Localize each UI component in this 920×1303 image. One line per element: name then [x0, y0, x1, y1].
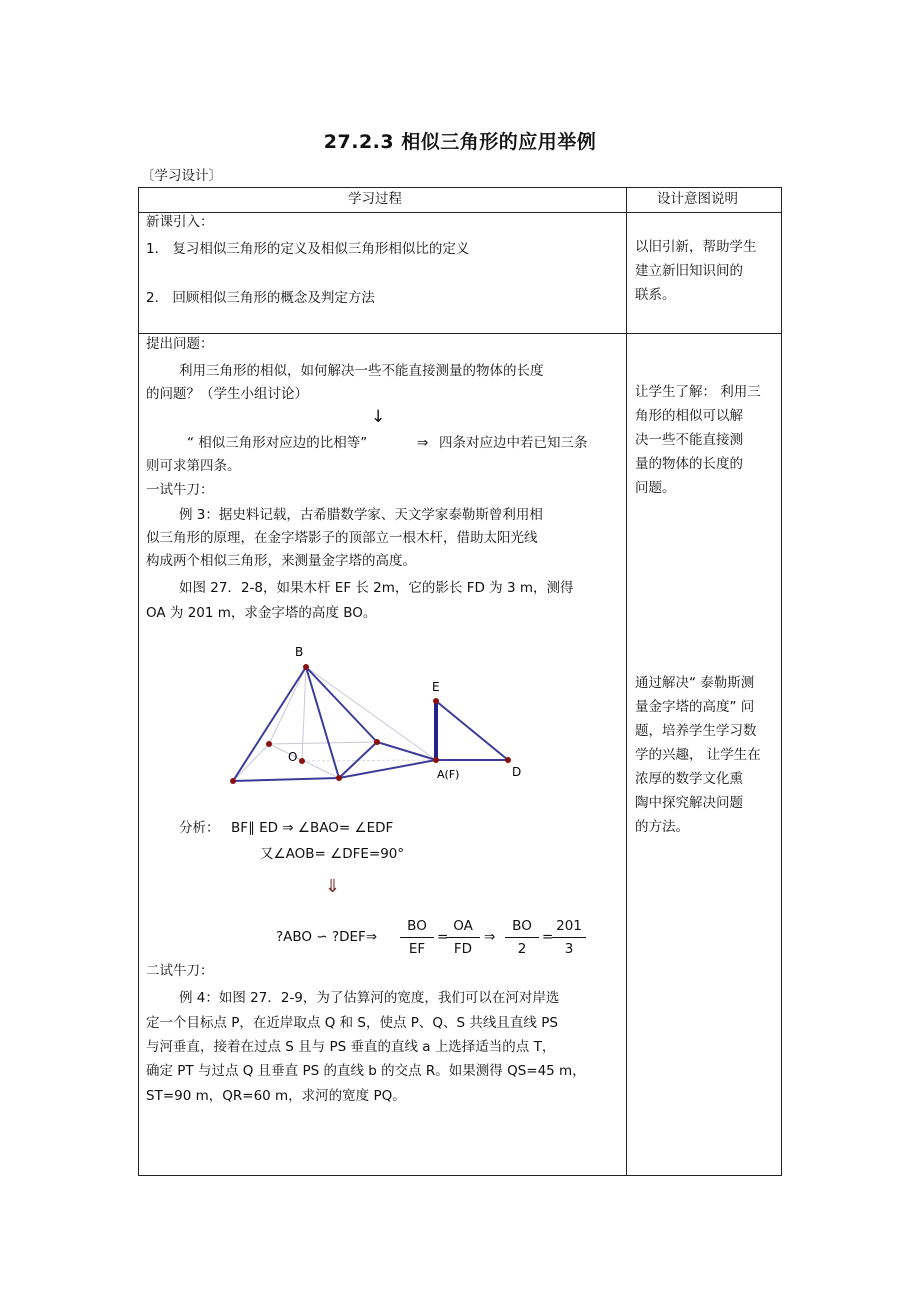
page-title: 27.2.3 相似三角形的应用举例	[323, 131, 597, 153]
hidden-edge-3	[269, 667, 306, 744]
label-af: A(F)	[437, 768, 460, 781]
point-c1	[266, 741, 272, 747]
similar-statement: ?ABO ∽ ?DEF⇒	[276, 929, 378, 945]
example3-note-3: 题，培养学生学习数	[635, 723, 757, 739]
example3-line-5: OA 为 201 m，求金字塔的高度 BO。	[146, 605, 377, 621]
column-divider	[626, 188, 627, 1175]
shadow-edge	[377, 742, 436, 760]
fraction-bo-2	[505, 918, 539, 957]
fraction-bo-ef	[400, 918, 434, 957]
example3-line-1: 例 3：据史料记载，古希腊数学家、天文学家泰勒斯曾利用相	[179, 507, 543, 523]
example4-heading: 二试牛刀：	[146, 963, 214, 979]
fraction-den: 2	[517, 941, 527, 957]
example4-line-2: 定一个目标点 P，在近岸取点 Q 和 S，使点 P、Q、S 共线且直线 PS	[146, 1015, 558, 1031]
fraction-num: 201	[556, 918, 582, 934]
row-divider-1	[139, 333, 781, 334]
point-e	[433, 698, 439, 704]
example4-line-1: 例 4：如图 27．2-9，为了估算河的宽度，我们可以在河对岸选	[179, 990, 560, 1006]
problem-note-1: 让学生了解： 利用三	[635, 384, 761, 400]
problem-note-5: 问题。	[635, 480, 676, 496]
point-d	[505, 757, 511, 763]
intro-item-1: 1． 复习相似三角形的定义及相似三角形相似比的定义	[146, 241, 470, 257]
base-front-edge	[233, 778, 339, 781]
point-a	[433, 757, 439, 763]
intro-heading: 新课引入：	[146, 214, 214, 230]
fraction-den: EF	[408, 941, 426, 957]
point-b	[303, 664, 309, 670]
problem-note-4: 量的物体的长度的	[635, 456, 743, 472]
fraction-oa-fd	[446, 918, 480, 957]
equals-sign: =	[437, 929, 449, 945]
problem-line-1: 利用三角形的相似，如何解决一些不能直接测量的物体的长度	[179, 363, 544, 379]
base-hidden-edge	[269, 742, 377, 744]
intro-item-2: 2． 回顾相似三角形的概念及判定方法	[146, 290, 375, 306]
fraction-num: OA	[453, 918, 473, 934]
fraction-den: 3	[564, 941, 574, 957]
sun-ray-line	[306, 667, 436, 760]
rule-right: 四条对应边中若已知三条	[439, 435, 588, 451]
example3-note-4: 学的兴趣， 让学生在	[635, 747, 761, 763]
rule-line-2: 则可求第四条。	[146, 458, 241, 474]
problem-note-2: 角形的相似可以解	[635, 408, 743, 424]
label-b: B	[295, 645, 304, 659]
fraction-num: BO	[407, 918, 427, 934]
label-e: E	[432, 680, 440, 694]
shadow-edge-2	[339, 760, 436, 778]
analysis-line-1: BF∥ ED ⇒ ∠BAO= ∠EDF	[231, 820, 394, 836]
header-divider	[139, 212, 781, 213]
implies-icon: ⇒	[484, 929, 496, 945]
point-a1	[230, 778, 236, 784]
problem-heading: 提出问题：	[146, 336, 214, 352]
example4-line-3: 与河垂直，接着在过点 S 且与 PS 垂直的直线 a 上选择适当的点 T，	[146, 1039, 556, 1055]
label-d: D	[512, 765, 522, 779]
example3-line-2: 似三角形的原理，在金字塔影子的顶部立一根木杆，借助太阳光线	[146, 530, 538, 546]
example3-note-2: 量金字塔的高度” 问	[635, 699, 755, 715]
pyramid-figure	[219, 638, 539, 788]
example3-note-6: 陶中探究解决问题	[635, 795, 743, 811]
ed-line	[436, 701, 508, 760]
equals-sign: =	[542, 929, 554, 945]
example3-line-3: 构成两个相似三角形，来测量金字塔的高度。	[146, 553, 416, 569]
intro-note-1: 以旧引新，帮助学生	[635, 239, 757, 255]
analysis-line-2: 又∠AOB= ∠DFE=90°	[260, 846, 405, 862]
oa-line	[302, 760, 436, 761]
problem-line-2: 的问题？（学生小组讨论）	[146, 386, 308, 402]
intro-note-2: 建立新旧知识间的	[635, 263, 743, 279]
col1-header: 学习过程	[348, 191, 402, 207]
height-line	[302, 667, 306, 761]
rule-left: “ 相似三角形对应边的比相等”	[187, 435, 368, 451]
fraction-den: FD	[453, 941, 473, 957]
analysis-label: 分析：	[179, 820, 220, 836]
example3-heading: 一试牛刀：	[146, 482, 214, 498]
label-o: O	[288, 750, 298, 764]
implies-icon: ⇒	[417, 435, 429, 451]
point-c3	[374, 739, 380, 745]
section-label: 〔学习设计〕	[141, 168, 222, 184]
example3-note-1: 通过解决“ 泰勒斯测	[635, 675, 755, 691]
example3-line-4: 如图 27．2-8，如果木杆 EF 长 2m，它的影长 FD 为 3 m，测得	[179, 580, 574, 596]
lesson-table	[138, 187, 782, 1176]
down-arrow-icon: ↓	[371, 407, 386, 427]
example4-line-4: 确定 PT 与过点 Q 且垂直 PS 的直线 b 的交点 R。如果测得 QS=45 m，	[146, 1063, 586, 1079]
example3-note-5: 浓厚的数学文化熏	[635, 771, 743, 787]
fraction-num: BO	[512, 918, 532, 934]
col2-header: 设计意图说明	[657, 191, 738, 207]
point-o	[299, 758, 305, 764]
point-c2	[336, 775, 342, 781]
example4-line-5: ST=90 m，QR=60 m，求河的宽度 PQ。	[146, 1088, 406, 1104]
problem-note-3: 决一些不能直接测	[635, 432, 743, 448]
intro-note-3: 联系。	[635, 287, 676, 303]
base-hidden-edge-2	[233, 744, 269, 781]
example3-note-7: 的方法。	[635, 819, 689, 835]
down-double-arrow-icon: ⇓	[325, 876, 341, 897]
fraction-201-3	[552, 918, 586, 957]
